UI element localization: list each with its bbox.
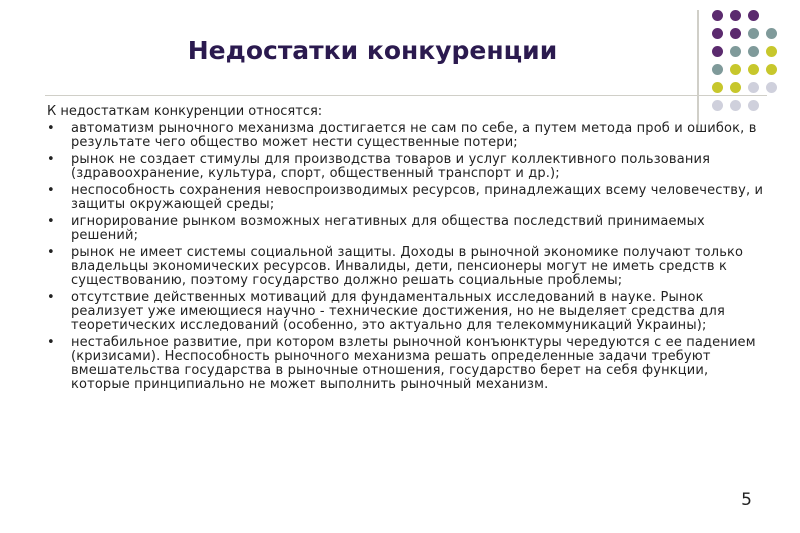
decorative-dot — [766, 82, 777, 93]
bullet-icon: • — [47, 183, 55, 198]
list-item-text: нестабильное развитие, при котором взлеты рыночной конъюнктуры чередуются с ее падением (кризисами). Неспособность рыночного механизма решать определенные задачи требуют вмешательства государства в рыночные отношения, государство берет на себя функции, которые принципиально не может выполнить рыночный механизм. — [71, 335, 756, 392]
decorative-dot — [766, 64, 777, 75]
decorative-dot — [712, 10, 723, 21]
bullet-icon: • — [47, 245, 55, 260]
list-item — [47, 153, 767, 181]
bullet-icon: • — [47, 335, 55, 350]
bullet-icon: • — [47, 121, 55, 136]
list-item — [47, 215, 767, 243]
intro-text: К недостаткам конкуренции относятся: — [47, 104, 323, 119]
decorative-dot — [712, 82, 723, 93]
decorative-dot — [730, 64, 741, 75]
decorative-dot — [730, 10, 741, 21]
slide-title: Недостатки конкуренции — [187, 36, 558, 65]
bullet-icon: • — [47, 214, 55, 229]
slide-number: 5 — [741, 490, 752, 510]
horizontal-divider — [45, 95, 767, 96]
list-item-text: отсутствие действенных мотиваций для фундаментальных исследований в науке. Рынок реализует уже имеющиеся научно - технические достижения, но не выделяет средства для теоретических исследований (особенно, это актуально для телекоммуникаций Украины); — [71, 290, 725, 333]
list-item — [47, 122, 767, 150]
decorative-dot — [712, 64, 723, 75]
bullet-list — [47, 122, 767, 392]
decorative-dot — [748, 82, 759, 93]
list-item-text: рынок не создает стимулы для производства товаров и услуг коллективного пользования (здравоохранение, культура, спорт, общественный транспорт и др.); — [71, 152, 711, 181]
decorative-dot — [748, 28, 759, 39]
decorative-dot — [748, 64, 759, 75]
bullet-icon: • — [47, 152, 55, 167]
list-item — [47, 291, 767, 333]
decorative-dot — [748, 46, 759, 57]
list-item-text: игнорирование рынком возможных негативных для общества последствий принимаемых решений; — [71, 214, 705, 243]
decorative-dot — [766, 46, 777, 57]
decorative-dot — [730, 82, 741, 93]
slide-content — [47, 105, 767, 395]
list-item-text: автоматизм рыночного механизма достигается не сам по себе, а путем метода проб и ошибок, в результате чего общество может нести существенные потери; — [71, 121, 757, 150]
list-item — [47, 184, 767, 212]
list-item-text: рынок не имеет системы социальной защиты. Доходы в рыночной экономике получают только владельцы экономических ресурсов. Инвалиды, дети, пенсионеры могут не иметь средств к существованию, поэтому государство должно решать социальные проблемы; — [71, 245, 744, 288]
bullet-icon: • — [47, 290, 55, 305]
decorative-dot — [766, 28, 777, 39]
list-item — [47, 336, 767, 392]
decorative-dot — [748, 10, 759, 21]
list-item — [47, 246, 767, 288]
list-item-text: неспособность сохранения невоспроизводимых ресурсов, принадлежащих всему человечеству, и защиты окружающей среды; — [71, 183, 764, 212]
